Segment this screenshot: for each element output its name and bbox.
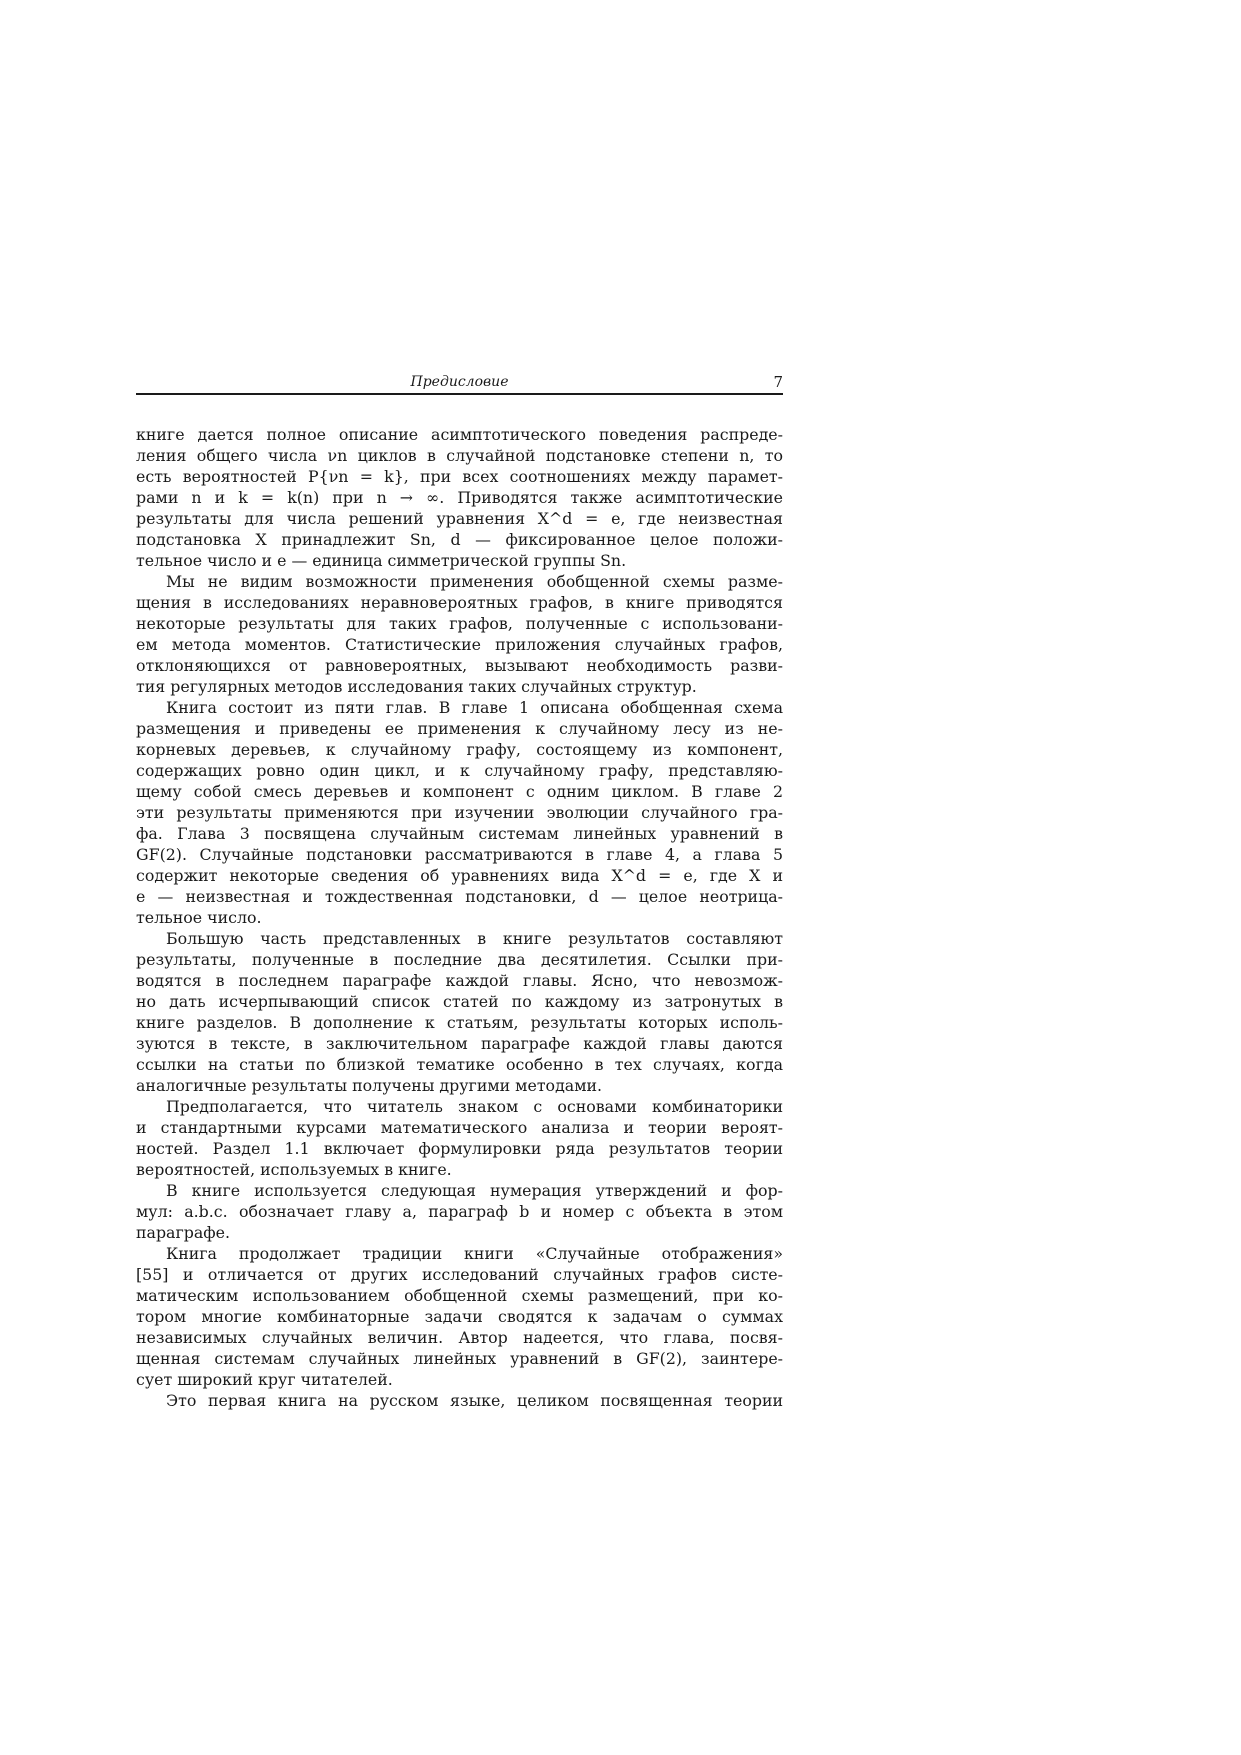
text-line: ления общего числа νn циклов в случайной подстановке степени n, то: [136, 446, 783, 465]
text-line: ем метода моментов. Статистические приложения случайных графов,: [136, 635, 783, 654]
text-line: фа. Глава 3 посвящена случайным системам линейных уравнений в: [136, 824, 783, 843]
paragraph: [136, 928, 783, 1096]
text-line: щему собой смесь деревьев и компонент с одним циклом. В главе 2: [136, 782, 783, 801]
text-line: содержит некоторые сведения об уравнениях вида X^d = e, где X и: [136, 866, 783, 885]
text-line: мул: a.b.c. обозначает главу a, параграф b и номер c объекта в этом: [136, 1202, 783, 1221]
text-line: некоторые результаты для таких графов, полученные с использовани-: [136, 614, 783, 633]
page-header: [136, 373, 783, 395]
text-line: параграфе.: [136, 1223, 231, 1242]
text-line: щения в исследованиях неравновероятных графов, в книге приводятся: [136, 593, 783, 612]
text-line: GF(2). Случайные подстановки рассматриваются в главе 4, а глава 5: [136, 845, 783, 864]
paragraph: [136, 424, 783, 571]
text-line: есть вероятностей P{νn = k}, при всех соотношениях между парамет-: [136, 467, 783, 486]
running-title: Предисловие: [410, 374, 509, 390]
text-line: Книга продолжает традиции книги «Случайные отображения»: [166, 1244, 783, 1263]
page-number: 7: [773, 373, 783, 391]
paragraph: [136, 571, 783, 697]
text-line: подстановка X принадлежит Sn, d — фиксированное целое положи-: [136, 530, 783, 549]
text-line: размещения и приведены ее применения к случайному лесу из не-: [136, 719, 783, 738]
text-line: матическим использованием обобщенной схемы размещений, при ко-: [136, 1286, 783, 1305]
text-line: сует широкий круг читателей.: [136, 1370, 393, 1389]
text-line: корневых деревьев, к случайному графу, состоящему из компонент,: [136, 740, 783, 759]
body-text: [136, 424, 783, 1411]
text-line: вероятностей, используемых в книге.: [136, 1160, 452, 1179]
text-line: e — неизвестная и тождественная подстановки, d — целое неотрица-: [136, 887, 783, 906]
text-line: Книга состоит из пяти глав. В главе 1 описана обобщенная схема: [166, 698, 783, 717]
text-line: аналогичные результаты получены другими методами.: [136, 1076, 603, 1095]
paragraph: [136, 1243, 783, 1390]
text-line: водятся в последнем параграфе каждой главы. Ясно, что невозмож-: [136, 971, 783, 990]
text-line: ностей. Раздел 1.1 включает формулировки ряда результатов теории: [136, 1139, 783, 1158]
text-line: зуются в тексте, в заключительном параграфе каждой главы даются: [136, 1034, 783, 1053]
paragraph: [136, 1180, 783, 1243]
text-line: [55] и отличается от других исследований случайных графов систе-: [136, 1265, 783, 1284]
text-line: книге дается полное описание асимптотического поведения распреде-: [136, 425, 783, 444]
text-line: результаты, полученные в последние два десятилетия. Ссылки при-: [136, 950, 783, 969]
text-line: но дать исчерпывающий список статей по каждому из затронутых в: [136, 992, 783, 1011]
text-line: Это первая книга на русском языке, целиком посвященная теории: [166, 1391, 783, 1410]
text-line: тия регулярных методов исследования таких случайных структур.: [136, 677, 697, 696]
text-line: рами n и k = k(n) при n → ∞. Приводятся также асимптотические: [136, 488, 783, 507]
text-line: В книге используется следующая нумерация утверждений и фор-: [166, 1181, 783, 1200]
paragraph: [136, 1390, 783, 1411]
text-line: независимых случайных величин. Автор надеется, что глава, посвя-: [136, 1328, 783, 1347]
paragraph: [136, 697, 783, 928]
paragraph: [136, 1096, 783, 1180]
text-line: результаты для числа решений уравнения X^d = e, где неизвестная: [136, 509, 783, 528]
text-line: ссылки на статьи по близкой тематике особенно в тех случаях, когда: [136, 1055, 783, 1074]
text-line: содержащих ровно один цикл, и к случайному графу, представляю-: [136, 761, 783, 780]
text-line: тельное число и e — единица симметрической группы Sn.: [136, 551, 627, 570]
text-line: Предполагается, что читатель знаком с основами комбинаторики: [166, 1097, 783, 1116]
text-line: тельное число.: [136, 908, 262, 927]
text-line: эти результаты применяются при изучении эволюции случайного гра-: [136, 803, 783, 822]
text-line: щенная системам случайных линейных уравнений в GF(2), заинтере-: [136, 1349, 783, 1368]
text-line: Большую часть представленных в книге результатов составляют: [166, 929, 783, 948]
text-line: книге разделов. В дополнение к статьям, результаты которых исполь-: [136, 1013, 783, 1032]
text-line: и стандартными курсами математического анализа и теории вероят-: [136, 1118, 783, 1137]
text-line: Мы не видим возможности применения обобщенной схемы разме-: [166, 572, 783, 591]
text-line: тором многие комбинаторные задачи сводятся к задачам о суммах: [136, 1307, 783, 1326]
text-line: отклоняющихся от равновероятных, вызывают необходимость разви-: [136, 656, 783, 675]
